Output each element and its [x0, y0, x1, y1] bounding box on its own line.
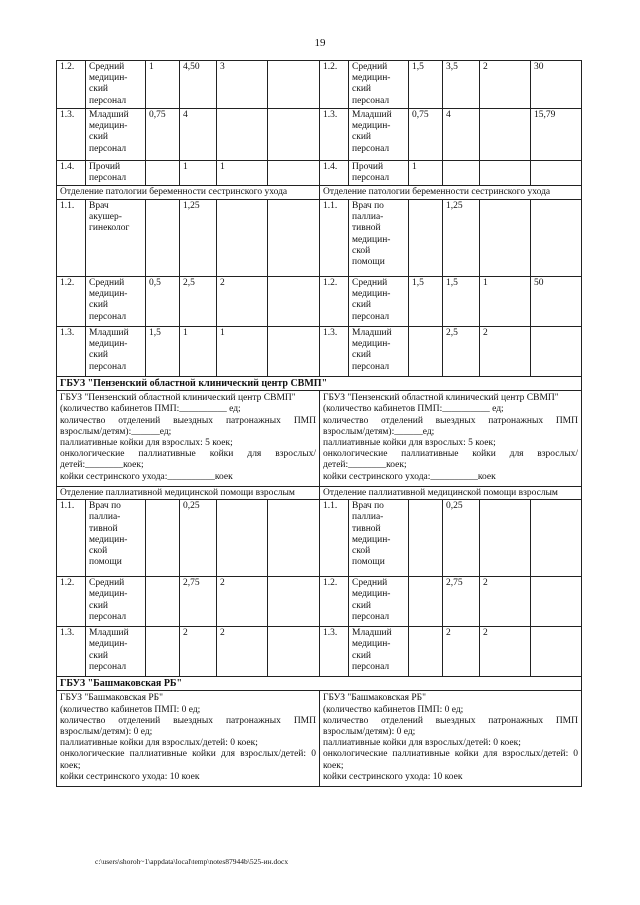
staff-role: Младший медицин-ский персонал [349, 627, 409, 677]
row-number: 1.3. [57, 326, 86, 376]
value-cell: 2,5 [180, 276, 217, 326]
info-line: паллиативные койки для взрослых: 5 коек; [60, 437, 233, 448]
value-cell: 1 [409, 161, 443, 186]
department-title: Отделение паллиативной медицинской помощи взрослым [320, 486, 582, 500]
value-cell [531, 627, 582, 677]
row-number: 1.3. [320, 627, 349, 677]
row-number: 1.1. [57, 199, 86, 276]
value-cell: 1,5 [443, 276, 480, 326]
department-title: Отделение паллиативной медицинской помощи взрослым [57, 486, 320, 500]
value-cell: 1 [217, 161, 268, 186]
staff-role: Средний медицин-ский персонал [86, 276, 146, 326]
value-cell: 2 [180, 627, 217, 677]
info-line: ГБУЗ "Башмаковская РБ" [60, 693, 163, 704]
value-cell: 50 [531, 276, 582, 326]
value-cell: 1,5 [146, 326, 180, 376]
value-cell: 30 [531, 61, 582, 109]
value-cell [409, 500, 443, 577]
value-cell: 1,25 [443, 199, 480, 276]
row-number: 1.1. [57, 500, 86, 577]
table-row [57, 161, 582, 186]
info-line: ГБУЗ "Пензенский областной клинический центр СВМП" [60, 393, 296, 404]
staff-role: Младший медицин-ский персонал [86, 109, 146, 161]
value-cell [409, 627, 443, 677]
row-number: 1.1. [320, 500, 349, 577]
value-cell: 1 [180, 326, 217, 376]
value-cell: 0,75 [409, 109, 443, 161]
organization-info [320, 391, 582, 487]
value-cell [480, 161, 531, 186]
organization-row [57, 376, 582, 390]
department-row [57, 486, 582, 500]
value-cell: 2 [217, 577, 268, 627]
info-line: онкологические паллиативные койки для взрослых/детей:________коек; [60, 449, 316, 471]
info-line: койки сестринского ухода:__________коек [323, 471, 496, 482]
department-title: Отделение патологии беременности сестринского ухода [320, 186, 582, 200]
value-cell: 2 [480, 326, 531, 376]
value-cell: 1,5 [409, 276, 443, 326]
value-cell: 1 [180, 161, 217, 186]
row-number: 1.4. [57, 161, 86, 186]
value-cell [531, 161, 582, 186]
table-row [57, 61, 582, 109]
organization-title: ГБУЗ "Башмаковская РБ" [57, 677, 582, 691]
organization-info [320, 691, 582, 787]
organization-info [57, 691, 320, 787]
value-cell [268, 276, 320, 326]
value-cell: 0,5 [146, 276, 180, 326]
row-number: 1.2. [57, 276, 86, 326]
row-number: 1.3. [320, 326, 349, 376]
value-cell [443, 161, 480, 186]
staff-role: Врач по паллиа-тивной медицин-ской помощи [86, 500, 146, 577]
value-cell [531, 577, 582, 627]
value-cell: 15,79 [531, 109, 582, 161]
info-line: онкологические паллиативные койки для взрослых/детей: 0 коек; [60, 749, 316, 771]
organization-info [57, 391, 320, 487]
info-line: количество отделений выездных патронажных ПМП взрослым/детям): 0 ед; [323, 715, 578, 738]
info-line: паллиативные койки для взрослых: 5 коек; [323, 437, 496, 448]
info-line: количество отделений выездных патронажных ПМП взрослым/детям): 0 ед; [60, 715, 316, 738]
value-cell: 1 [146, 61, 180, 109]
value-cell: 2 [217, 276, 268, 326]
organization-info-row [57, 391, 582, 487]
row-number: 1.2. [320, 577, 349, 627]
value-cell [268, 577, 320, 627]
info-line: онкологические паллиативные койки для взрослых/детей: 0 коек; [323, 749, 578, 771]
value-cell: 2 [217, 627, 268, 677]
value-cell [480, 109, 531, 161]
row-number: 1.2. [320, 61, 349, 109]
organization-row [57, 677, 582, 691]
table-row [57, 199, 582, 276]
value-cell: 1,25 [180, 199, 217, 276]
value-cell [531, 199, 582, 276]
value-cell [409, 199, 443, 276]
value-cell: 2,75 [180, 577, 217, 627]
value-cell: 3,5 [443, 61, 480, 109]
info-line: ГБУЗ "Пензенский областной клинический центр СВМП" [323, 393, 559, 404]
row-number: 1.1. [320, 199, 349, 276]
info-line: (количество кабинетов ПМП:__________ ед; [323, 404, 504, 415]
value-cell: 2 [480, 577, 531, 627]
value-cell [217, 199, 268, 276]
staff-role: Врач акушер-гинеколог [86, 199, 146, 276]
organization-info-row [57, 691, 582, 787]
staff-role: Прочий персонал [86, 161, 146, 186]
value-cell [217, 109, 268, 161]
value-cell: 1 [217, 326, 268, 376]
info-line: койки сестринского ухода: 10 коек [323, 771, 463, 782]
info-line: (количество кабинетов ПМП: 0 ед; [60, 704, 201, 715]
staff-role: Прочий персонал [349, 161, 409, 186]
staff-role: Средний медицин-ский персонал [349, 61, 409, 109]
value-cell: 3 [217, 61, 268, 109]
value-cell: 2,5 [443, 326, 480, 376]
row-number: 1.2. [320, 276, 349, 326]
value-cell: 2 [443, 627, 480, 677]
department-row [57, 186, 582, 200]
table-row [57, 627, 582, 677]
value-cell: 2,75 [443, 577, 480, 627]
staff-role: Средний медицин-ский персонал [349, 577, 409, 627]
value-cell [146, 199, 180, 276]
value-cell: 4 [180, 109, 217, 161]
document-path: c:\users\shoroh~1\appdata\local\temp\notes87944b\525-ин.docx [95, 857, 289, 866]
value-cell [146, 577, 180, 627]
info-line: (количество кабинетов ПМП:__________ ед; [60, 404, 241, 415]
value-cell: 1 [480, 276, 531, 326]
value-cell [531, 326, 582, 376]
staff-role: Младший медицин-ский персонал [349, 326, 409, 376]
table-row [57, 500, 582, 577]
value-cell: 0,75 [146, 109, 180, 161]
info-line: количество отделений выездных патронажных ПМП взрослым/детям):______ед; [60, 415, 316, 437]
value-cell: 1,5 [409, 61, 443, 109]
value-cell [217, 500, 268, 577]
table-row [57, 109, 582, 161]
info-line: (количество кабинетов ПМП: 0 ед; [323, 704, 464, 715]
value-cell [268, 326, 320, 376]
row-number: 1.3. [57, 627, 86, 677]
staff-role: Младший медицин-ский персонал [86, 627, 146, 677]
row-number: 1.4. [320, 161, 349, 186]
value-cell [531, 500, 582, 577]
value-cell: 0,25 [180, 500, 217, 577]
staffing-table [56, 60, 582, 787]
value-cell [268, 161, 320, 186]
value-cell [268, 199, 320, 276]
row-number: 1.3. [320, 109, 349, 161]
value-cell [146, 627, 180, 677]
staff-role: Средний медицин-ский персонал [86, 577, 146, 627]
info-line: онкологические паллиативные койки для взрослых/детей:________коек; [323, 449, 578, 471]
info-line: койки сестринского ухода:__________коек [60, 471, 233, 482]
row-number: 1.2. [57, 61, 86, 109]
staff-role: Врач по паллиа-тивной медицин-ской помощи [349, 500, 409, 577]
value-cell [409, 577, 443, 627]
value-cell [268, 109, 320, 161]
value-cell [480, 199, 531, 276]
value-cell [480, 500, 531, 577]
info-line: койки сестринского ухода: 10 коек [60, 771, 200, 782]
value-cell [268, 500, 320, 577]
value-cell [268, 61, 320, 109]
staff-role: Младший медицин-ский персонал [349, 109, 409, 161]
value-cell: 4,50 [180, 61, 217, 109]
value-cell [146, 161, 180, 186]
value-cell: 4 [443, 109, 480, 161]
table-row [57, 276, 582, 326]
staff-role: Средний медицин-ский персонал [349, 276, 409, 326]
table-row [57, 326, 582, 376]
staff-role: Врач по паллиа-тивной медицин-ской помощи [349, 199, 409, 276]
organization-title: ГБУЗ "Пензенский областной клинический центр СВМП" [57, 376, 582, 390]
value-cell [146, 500, 180, 577]
department-title: Отделение патологии беременности сестринского ухода [57, 186, 320, 200]
info-line: паллиативные койки для взрослых/детей: 0 коек; [323, 738, 521, 749]
value-cell [409, 326, 443, 376]
row-number: 1.2. [57, 577, 86, 627]
row-number: 1.3. [57, 109, 86, 161]
value-cell: 0,25 [443, 500, 480, 577]
info-line: количество отделений выездных патронажных ПМП взрослым/детям):______ед; [323, 415, 578, 437]
page-number: 19 [314, 37, 326, 49]
value-cell [268, 627, 320, 677]
value-cell: 2 [480, 627, 531, 677]
staff-role: Средний медицин-ский персонал [86, 61, 146, 109]
info-line: паллиативные койки для взрослых/детей: 0 коек; [60, 738, 258, 749]
staff-role: Младший медицин-ский персонал [86, 326, 146, 376]
value-cell: 2 [480, 61, 531, 109]
info-line: ГБУЗ "Башмаковская РБ" [323, 693, 426, 704]
table-row [57, 577, 582, 627]
